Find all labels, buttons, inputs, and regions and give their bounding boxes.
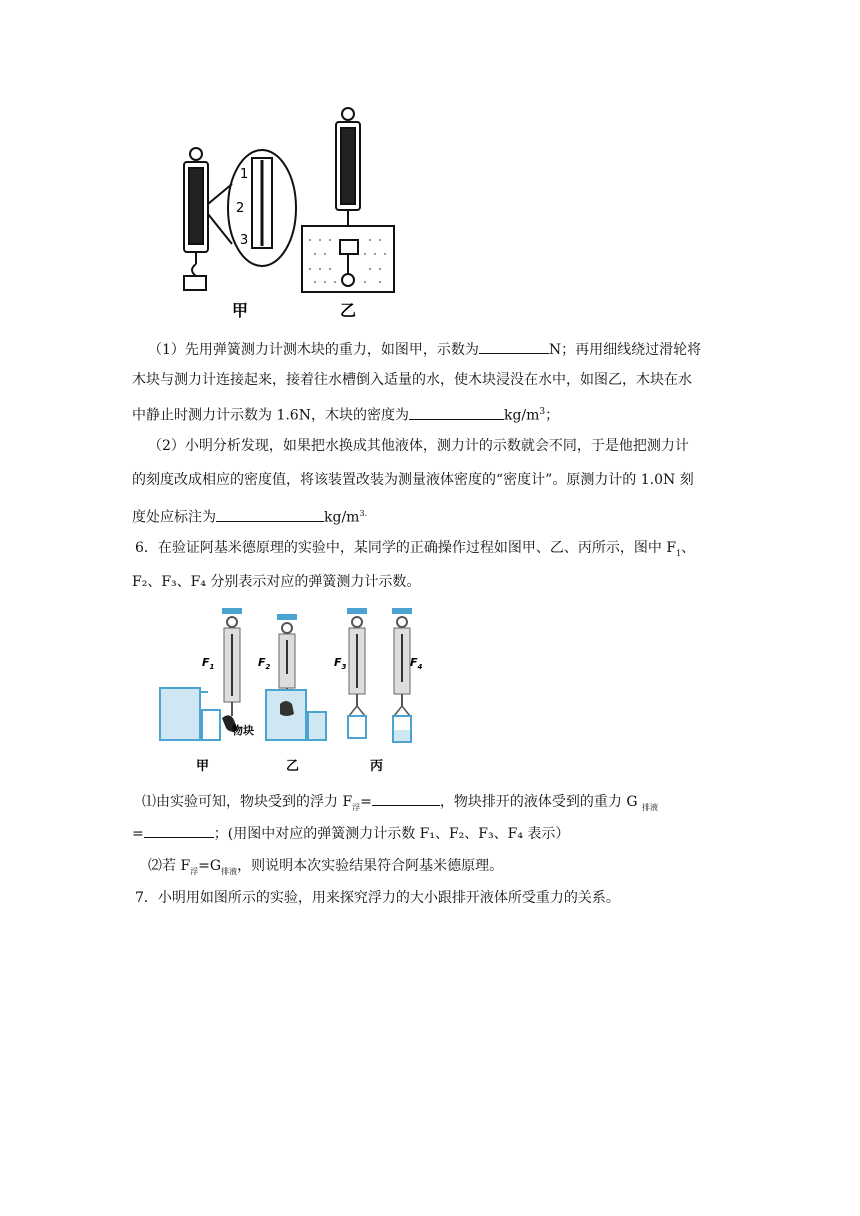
figure-spring-scale-water-tank [170,104,400,324]
fig2-label-bing: 丙 [370,759,384,774]
overflow-beaker-yi [266,690,326,740]
scale-mark-2: 2 [236,201,245,216]
q5-p1-line2: 木块与测力计连接起来，接着往水槽倒入适量的水，使木块浸没在水中，如图乙，木块在水 [132,372,692,388]
q6-s1-line2: = ；(用图中对应的弹簧测力计示数 F₁、F₂、F₃、F₄ 表示） [132,822,732,844]
scale-mark-1: 1 [240,167,249,182]
blank-buoyancy[interactable] [372,790,440,806]
figure-archimedes-experiment [154,604,424,774]
label-f3: $F_3$ [334,656,347,671]
label-f4: $F_4$ [410,656,423,671]
blank-displaced-weight[interactable] [144,822,214,838]
q5-p1-line3: 中静止时测力计示数为 1.6N，木块的密度为 $kg/m^3$； [132,402,732,426]
cup-bing [348,706,411,742]
blank-gravity[interactable] [479,338,549,354]
blank-wood-density[interactable] [409,404,504,420]
spring-scale-jia [184,148,232,290]
blank-density-mark[interactable] [216,506,324,522]
q5-p2-line3: 度处应标注为 $kg/m^{3.}$ [132,504,732,528]
q5-p1-line1: （1）先用弹簧测力计测木块的重力，如图甲，示数为 N；再用细线绕过滑轮将 [148,338,748,360]
figure-label-yi: 乙 [340,301,357,320]
fig2-label-yi: 乙 [286,759,300,774]
fig2-label-jia: 甲 [196,759,210,774]
spring-scale-f2 [277,614,297,700]
scale-mark-3: 3 [240,233,249,248]
water-tank [302,226,394,292]
label-block: 物块 [232,724,254,737]
q6-line2: F₂、F₃、F₄ 分别表示对应的弹簧测力计示数。 [132,574,421,590]
label-f1: $F_1$ [202,656,215,671]
q6-s1-line1: ⑴由实验可知，物块受到的浮力 $F_浮=$ ，物块排开的液体受到的重力 G $_{排液}$ [142,790,742,818]
q5-p2-line2: 的刻度改成相应的密度值，将该装置改装为测量液体密度的“密度计”。原测力计的 1.0N 刻 [132,472,694,488]
spring-scale-f1 [222,608,242,716]
spring-scale-f4 [392,608,412,706]
label-f2: $F_2$ [258,656,271,671]
q7-line1: 7．小明用如图所示的实验，用来探究浮力的大小跟排开液体所受重力的关系。 [135,890,620,906]
figure-label-jia: 甲 [232,301,249,320]
q6-s2: ⑵若 $F_浮=G_{排液}$，则说明本次实验结果符合阿基米德原理。 [148,858,504,876]
spring-scale-f3 [347,608,367,706]
q6-line1: 6．在验证阿基米德原理的实验中，某同学的正确操作过程如图甲、乙、丙所示，图中 $F_1$、 [135,540,696,558]
q5-p2-line1: （2）小明分析发现，如果把水换成其他液体，测力计的示数就会不同，于是他把测力计 [148,438,689,454]
spring-scale-yi [336,108,360,226]
